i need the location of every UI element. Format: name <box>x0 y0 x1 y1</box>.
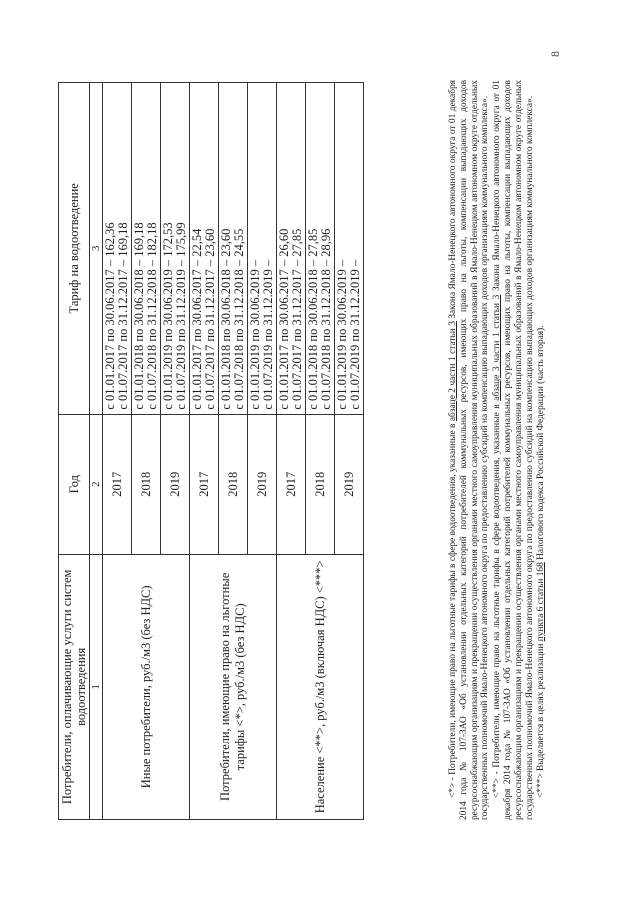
tariff-line: с 01.07.2017 по 31.12.2017 – 27,85 <box>290 228 304 410</box>
consumer-cell: Население <**>, руб./м3 (включая НДС) <***> <box>277 554 364 819</box>
footnote-2 <box>492 80 535 820</box>
tariff-line: с 01.07.2017 по 31.12.2017 – 23,60 <box>203 228 217 410</box>
consumer-cell: Иные потребители, руб./м3 (без НДС) <box>103 554 190 819</box>
header-consumers: Потребители, оплачивающие услуги систем водоотведения <box>59 554 90 819</box>
tariff-line: с 01.07.2018 по 31.12.2018 – 182,18 <box>145 222 159 410</box>
page-number: 8 <box>548 51 562 57</box>
tariff-cell <box>277 83 306 415</box>
tariff-cell <box>190 83 219 415</box>
tariff-line: с 01.01.2019 по 30.06.2019 – <box>248 259 262 410</box>
tariff-line: с 01.01.2019 по 30.06.2019 – <box>335 259 349 410</box>
tariff-line: с 01.01.2018 по 30.06.2018 – 169,18 <box>132 222 146 410</box>
consumer-cell: Потребители, имеющие право на льготные тарифы <*>, руб./м3 (без НДС) <box>190 554 277 819</box>
column-number: 2 <box>90 414 103 554</box>
tariff-cell <box>219 83 248 415</box>
tariff-line: с 01.01.2019 по 30.06.2019 – 172,53 <box>161 222 175 410</box>
tax-code-reference-link[interactable]: пункта 6 статьи 168 <box>536 562 547 642</box>
column-number: 1 <box>90 554 103 819</box>
tariff-table <box>58 82 364 820</box>
tariff-line: с 01.07.2019 по 31.12.2019 – 175,99 <box>174 222 188 410</box>
tariff-cell <box>132 83 161 415</box>
year-cell: 2017 <box>277 414 306 554</box>
tariff-line: с 01.01.2017 по 30.06.2017 – 162,36 <box>103 222 117 410</box>
tariff-cell <box>335 83 364 415</box>
year-cell: 2018 <box>306 414 335 554</box>
year-cell: 2019 <box>335 414 364 554</box>
table-row <box>103 83 132 820</box>
footnote-text: <***> Выделяется в целях реализации <box>536 641 547 798</box>
tariff-cell <box>103 83 132 415</box>
footnotes <box>448 80 548 820</box>
footnote-text: <**> - Потребители, имеющие право на льготные тарифы в сфере водоотведения, указанные в <box>492 400 503 798</box>
table-row <box>190 83 219 820</box>
tariff-line: с 01.07.2019 по 31.12.2019 – <box>261 259 275 410</box>
header-tariff: Тариф на водоотведение <box>59 83 90 415</box>
year-cell: 2017 <box>103 414 132 554</box>
tariff-line: с 01.01.2018 по 30.06.2018 – 23,60 <box>219 228 233 410</box>
law-reference-link[interactable]: абзаце 3 части 1 статьи 3 <box>492 294 503 401</box>
year-cell: 2019 <box>161 414 190 554</box>
tariff-line: с 01.07.2017 по 31.12.2017 – 169,18 <box>116 222 130 410</box>
tariff-line: с 01.07.2019 по 31.12.2019 – <box>348 259 362 410</box>
table-header-row <box>59 83 90 820</box>
law-reference-link[interactable]: абзаце 2 части 1 статьи 3 <box>448 321 458 422</box>
footnote-text: <*> - Потребители, имеющие право на льготные тарифы в сфере водоотведения, указанные в <box>448 421 458 798</box>
tariff-line: с 01.07.2018 по 31.12.2018 – 28,96 <box>319 228 333 410</box>
tariff-line: с 01.07.2018 по 31.12.2018 – 24,55 <box>232 228 246 410</box>
footnote-3 <box>536 80 547 820</box>
tariff-cell <box>248 83 277 415</box>
footnote-text: Налогового кодекса Российской Федерации (часть вторая). <box>536 325 547 563</box>
year-cell: 2018 <box>219 414 248 554</box>
tariff-line: с 01.01.2017 по 30.06.2017 – 22,54 <box>190 228 204 410</box>
header-year: Год <box>59 414 90 554</box>
column-number: 3 <box>90 83 103 415</box>
column-number-row <box>90 83 103 820</box>
footnote-1 <box>448 80 491 820</box>
footnote-text: Закона Ямало-Ненецкого автономного округа от 01 декабря 2014 года № 107-ЗАО «Об установлении отдельных категорий потребителей коммунальных ресурсов, имеющих право на льготы, компенсации выпадающих доходов ресурсоснабжающим организациям и прекращении осуществления органами местного самоуправления муниципальных образований в Ямало-Ненецком автономном округе отдельных государственных полномочий Ямало-Ненецкого автономного округа по предоставлению субсидий на компенсацию выпадающих доходов организациям коммунального комплекса». <box>492 80 535 820</box>
year-cell: 2017 <box>190 414 219 554</box>
year-cell: 2018 <box>132 414 161 554</box>
table-row <box>277 83 306 820</box>
tariff-line: с 01.01.2017 по 30.06.2017 – 26,60 <box>277 228 291 410</box>
tariff-cell <box>161 83 190 415</box>
tariff-line: с 01.01.2018 по 30.06.2018 – 27,85 <box>306 228 320 410</box>
tariff-cell <box>306 83 335 415</box>
footnote-text: Закона Ямало-Ненецкого автономного округа от 01 декабря 2014 года № 107-ЗАО «Об установлении отдельных категорий потребителей коммунальных ресурсов, имеющих право на льготы, компенсации выпадающих доходов ресурсоснабжающим организациям и прекращении осуществления органами местного самоуправления муниципальных образований в Ямало-Ненецком автономном округе отдельных государственных полномочий Ямало-Ненецкого автономного округа по предоставлению субсидий на компенсацию выпадающих доходов организациям коммунального комплекса». <box>448 80 491 820</box>
year-cell: 2019 <box>248 414 277 554</box>
